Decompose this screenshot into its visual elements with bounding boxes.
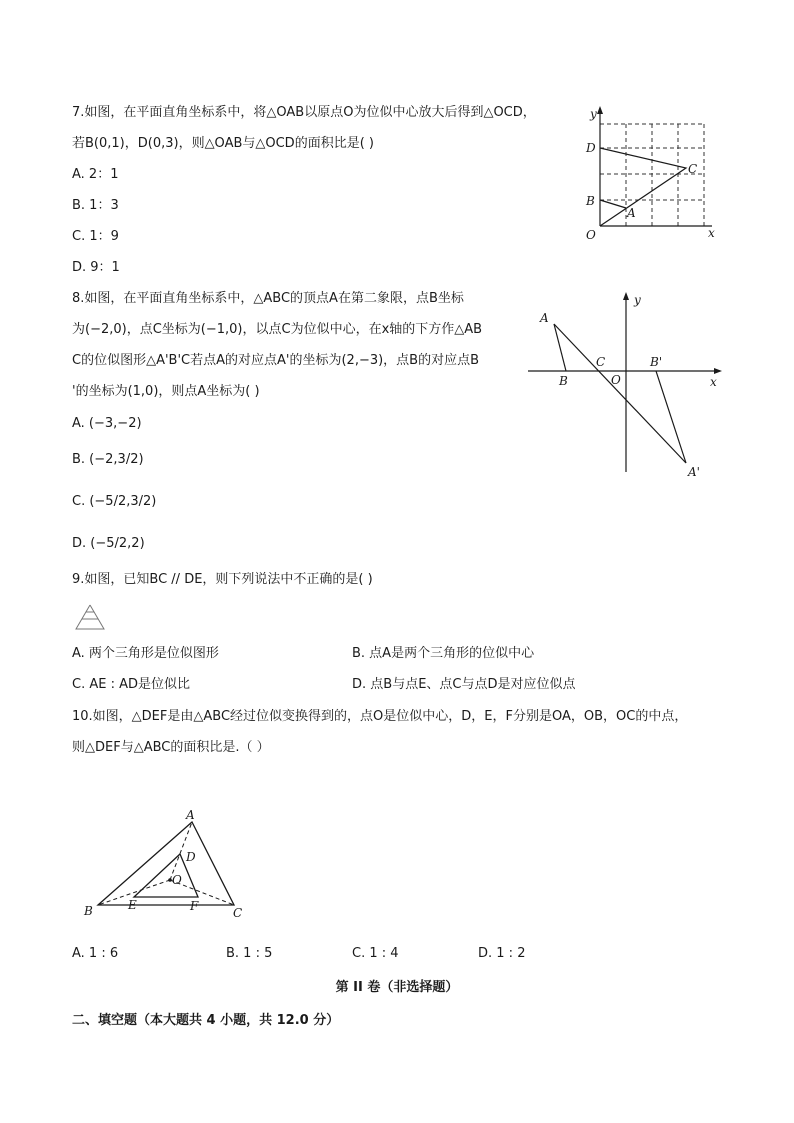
q8-option-b: B. (−2,3/2) xyxy=(72,452,144,467)
q7-label-o: O xyxy=(586,228,596,242)
q8-label-b: B xyxy=(559,374,568,388)
q7-option-a: A. 2：1 xyxy=(72,167,119,182)
q10-stem-line2: 则△DEF与△ABC的面积比是.（ ） xyxy=(72,740,270,755)
q8-option-c: C. (−5/2,3/2) xyxy=(72,494,157,509)
q8-figure xyxy=(526,288,726,480)
q10-label-o: O xyxy=(172,873,182,887)
q10-stem-line1: 10.如图，△DEF是由△ABC经过位似变换得到的，点O是位似中心，D，E，F分别是OA，OB，OC的中点， xyxy=(72,709,688,724)
q8-option-a: A. (−3,−2) xyxy=(72,416,142,431)
q8-y-arrow xyxy=(623,292,629,300)
q9-figure xyxy=(72,603,108,633)
q9-stem: 9.如图，已知BC // DE，则下列说法中不正确的是( ) xyxy=(72,572,373,587)
q9-option-b: B. 点A是两个三角形的位似中心 xyxy=(352,646,535,661)
q10-option-c: C. 1 : 4 xyxy=(352,946,399,961)
q8-label-o: O xyxy=(611,373,621,387)
q8-axes xyxy=(528,298,716,472)
part-2-title: 第 II 卷（非选择题） xyxy=(335,980,459,995)
q7-stem-line1: 7.如图，在平面直角坐标系中，将△OAB以原点O为位似中心放大后得到△OCD， xyxy=(72,105,536,120)
q9-option-a: A. 两个三角形是位似图形 xyxy=(72,646,219,661)
q8-stem-line4: '的坐标为(1,0)，则点A坐标为( ) xyxy=(72,384,260,399)
q10-label-b: B xyxy=(84,904,93,918)
q7-label-d: D xyxy=(586,141,596,155)
q7-label-x: x xyxy=(708,226,715,240)
q7-option-b: B. 1：3 xyxy=(72,198,119,213)
q8-option-d: D. (−5/2,2) xyxy=(72,536,145,551)
q10-label-e: E xyxy=(128,898,137,912)
q8-stem-line1: 8.如图，在平面直角坐标系中，△ABC的顶点A在第二象限，点B坐标 xyxy=(72,291,464,306)
q10-option-d: D. 1 : 2 xyxy=(478,946,526,961)
q8-label-y: y xyxy=(634,293,641,307)
q7-option-d: D. 9：1 xyxy=(72,260,120,275)
q7-label-y: y xyxy=(590,107,597,121)
q8-label-c: C xyxy=(596,355,606,369)
q10-label-c: C xyxy=(233,906,243,920)
q8-label-bp: B' xyxy=(650,355,663,369)
q9-option-c: C. AE : AD是位似比 xyxy=(72,677,190,692)
q10-figure xyxy=(78,800,253,925)
q8-label-a: A xyxy=(540,311,549,325)
q10-outer-triangle xyxy=(98,822,234,905)
q7-label-b: B xyxy=(586,194,595,208)
q10-option-a: A. 1 : 6 xyxy=(72,946,119,961)
q8-triangles xyxy=(554,324,686,463)
q7-y-arrow xyxy=(597,106,603,114)
q7-label-c: C xyxy=(688,162,698,176)
q10-label-d: D xyxy=(186,850,196,864)
q10-label-a: A xyxy=(186,808,195,822)
q8-x-arrow xyxy=(714,368,722,374)
q10-label-f: F xyxy=(190,899,199,913)
q7-stem-line2: 若B(0,1)，D(0,3)，则△OAB与△OCD的面积比是( ) xyxy=(72,136,374,151)
q7-figure xyxy=(582,100,732,245)
q8-label-ap: A' xyxy=(688,465,700,479)
q7-label-a: A xyxy=(627,206,636,220)
section-2-title: 二、填空题（本大题共 4 小题，共 12.0 分） xyxy=(72,1013,340,1028)
q8-stem-line3: C的位似图形△A'B'C若点A的对应点A'的坐标为(2,−3)，点B的对应点B xyxy=(72,353,480,368)
q9-option-d: D. 点B与点E、点C与点D是对应位似点 xyxy=(352,677,576,692)
q8-label-x: x xyxy=(710,375,717,389)
q7-triangles xyxy=(600,148,686,226)
q10-option-b: B. 1 : 5 xyxy=(226,946,273,961)
q7-option-c: C. 1：9 xyxy=(72,229,119,244)
q8-stem-line2: 为(−2,0)，点C坐标为(−1,0)，以点C为位似中心，在x轴的下方作△AB xyxy=(72,322,483,337)
